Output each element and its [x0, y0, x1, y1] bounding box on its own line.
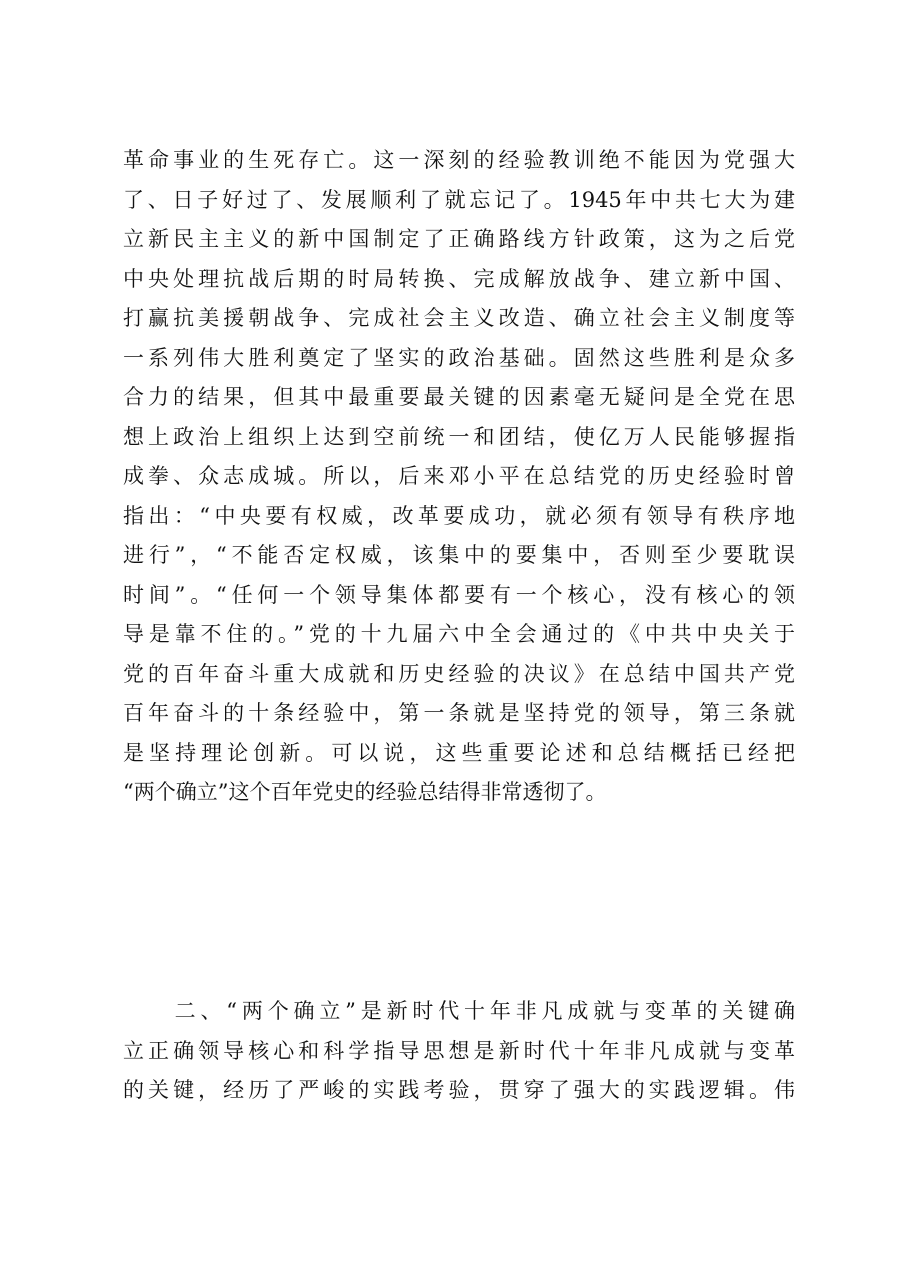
- paragraph-2: [123, 992, 795, 1111]
- paragraph-1-line-5: 打赢抗美援朝战争、完成社会主义改造、确立社会主义制度等: [123, 306, 795, 330]
- paragraph-1-line-9: 成拳、众志成城。所以，后来邓小平在总结党的历史经验时曾: [123, 464, 795, 488]
- paragraph-1: [123, 141, 795, 813]
- paragraph-2-line-2: 立正确领导核心和科学指导思想是新时代十年非凡成就与变革: [123, 1038, 795, 1063]
- paragraph-1-line-6: 一系列伟大胜利奠定了坚实的政治基础。固然这些胜利是众多: [123, 345, 795, 370]
- paragraph-1-line-1: 革命事业的生死存亡。这一深刻的经验教训绝不能因为党强大: [123, 148, 795, 172]
- paragraph-1-line-15: 百年奋斗的十条经验中，第一条就是坚持党的领导，第三条就: [123, 701, 795, 725]
- paragraph-2-line-3: 的关键，经历了严峻的实践考验，贯穿了强大的实践逻辑。伟: [123, 1078, 795, 1102]
- paragraph-1-line-3: 立新民主主义的新中国制定了正确路线方针政策，这为之后党: [123, 227, 795, 251]
- paragraph-1-line-10: 指出：“中央要有权威，改革要成功，就必须有领导有秩序地: [123, 503, 795, 528]
- paragraph-1-line-13: 导是靠不住的。”党的十九届六中全会通过的《中共中央关于: [123, 622, 795, 646]
- paragraph-1-line-8: 想上政治上组织上达到空前统一和团结，使亿万人民能够握指: [123, 424, 795, 449]
- paragraph-1-line-7: 合力的结果，但其中最重要最关键的因素毫无疑问是全党在思: [123, 385, 795, 409]
- paragraph-1-line-4: 中央处理抗战后期的时局转换、完成解放战争、建立新中国、: [123, 266, 795, 291]
- paragraph-1-line-12: 时间”。“任何一个领导集体都要有一个核心，没有核心的领: [123, 582, 795, 607]
- paragraph-1-line-2: 了、日子好过了、发展顺利了就忘记了。1945年中共七大为建: [123, 187, 795, 212]
- paragraph-1-line-17: “两个确立”这个百年党史的经验总结得非常透彻了。: [123, 780, 607, 804]
- paragraph-2-line-1: 二、“两个确立”是新时代十年非凡成就与变革的关键确: [123, 999, 795, 1023]
- paragraph-1-line-16: 是坚持理论创新。可以说，这些重要论述和总结概括已经把: [123, 740, 795, 765]
- paragraph-1-line-11: 进行”，“不能否定权威，该集中的要集中，否则至少要耽误: [123, 543, 795, 567]
- paragraph-1-line-14: 党的百年奋斗重大成就和历史经验的决议》在总结中国共产党: [123, 661, 795, 686]
